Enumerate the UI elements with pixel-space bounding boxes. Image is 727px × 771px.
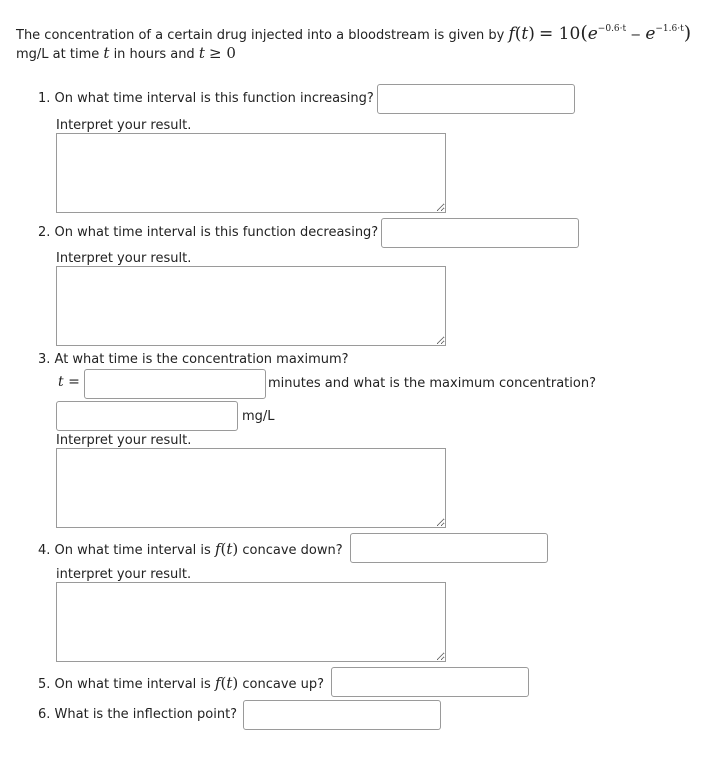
problem-statement-line1: The concentration of a certain drug injected into a bloodstream is given by $f(t) = 10(e^{-0.6\cdot t} - e^{-1.6\cdot t})$ [16, 22, 692, 44]
question-1-label: 1. On what time interval is this function increasing? [38, 91, 374, 106]
q3-time-input[interactable] [84, 369, 266, 399]
intro-text: The concentration of a certain drug injected into a bloodstream is given by [16, 28, 505, 43]
question-2-label: 2. On what time interval is this function decreasing? [38, 225, 379, 240]
question-6-label: 6. What is the inflection point? [38, 707, 238, 722]
q1-answer-input[interactable] [377, 84, 575, 114]
q4-answer-input[interactable] [350, 533, 548, 563]
q3-interpret-textarea[interactable] [56, 448, 446, 528]
exponent-1: −0.6·t [597, 24, 627, 34]
q3-unit-label: mg/L [242, 409, 275, 424]
q3-max-concentration-input[interactable] [56, 401, 238, 431]
function-f: f [508, 24, 515, 44]
q4-interpret-textarea[interactable] [56, 582, 446, 662]
q2-interpret-textarea[interactable] [56, 266, 446, 346]
equals-10: = 10 [539, 24, 581, 44]
question-4-label: 4. On what time interval is f(t) concave down? [38, 540, 343, 558]
q1-interpret-label: Interpret your result. [56, 118, 192, 133]
t-equals-label: t = [58, 374, 80, 390]
q5-answer-input[interactable] [331, 667, 529, 697]
q4-interpret-label: interpret your result. [56, 567, 192, 582]
question-3-label: 3. At what time is the concentration maximum? [38, 352, 349, 367]
q3-interpret-label: Interpret your result. [56, 433, 192, 448]
q6-answer-input[interactable] [243, 700, 441, 730]
q1-interpret-textarea[interactable] [56, 133, 446, 213]
question-5-label: 5. On what time interval is f(t) concave up? [38, 674, 325, 692]
exponent-2: −1.6·t [655, 24, 684, 34]
q3-followup-label: minutes and what is the maximum concentration? [268, 376, 596, 391]
q2-interpret-label: Interpret your result. [56, 251, 192, 266]
problem-statement-line2: mg/L at time t in hours and t ≥ 0 [16, 44, 236, 62]
q2-answer-input[interactable] [381, 218, 579, 248]
